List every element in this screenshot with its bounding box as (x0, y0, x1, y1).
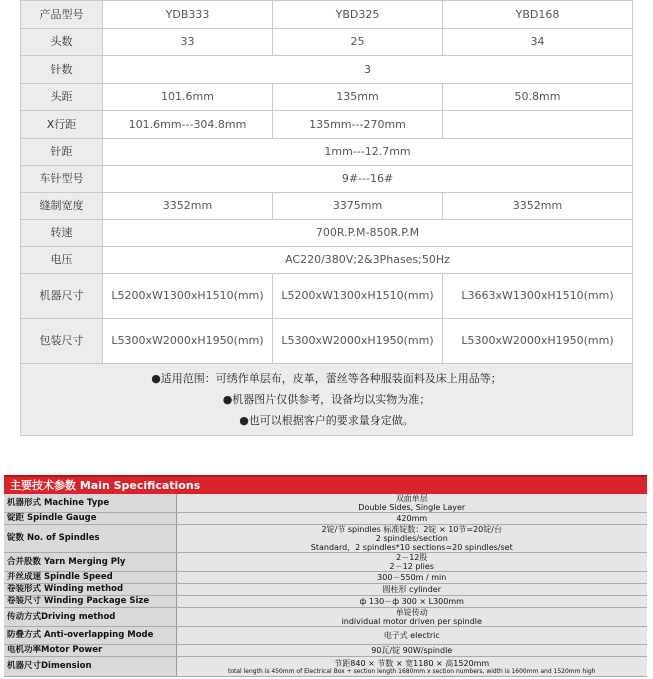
spec-value: 电子式 electric (176, 627, 647, 645)
spec-key: 并丝成速 Spindle Speed (4, 572, 176, 584)
spec-value: 单锭传动 individual motor driven per spindle (176, 608, 647, 627)
row-label: X行距 (21, 111, 103, 139)
spec-value: 2锭/节 spindles 标准锭数：2锭 × 10节=20锭/台 2 spindles/section Standard，2 spindles*10 sections=20 spindles/set (176, 525, 647, 553)
table-row (4, 627, 647, 645)
notes-row (21, 364, 633, 436)
cell: 34 (443, 29, 633, 56)
row-label: 车针型号 (21, 166, 103, 193)
spec-value: 节距840 × 节数 × 宽1180 × 高1520mm total length is 450mm of Electrical Box + section length 1680mm x section numbers, width is 1600mm and 1520mm high (176, 657, 647, 677)
spec-key: 机器尺寸Dimension (4, 657, 176, 677)
cell: 3352mm (443, 193, 633, 220)
table-row (21, 319, 633, 364)
note-line: ●也可以根据客户的要求量身定做。 (239, 414, 414, 427)
merged-cell: AC220/380V;2&3Phases;50Hz (103, 247, 633, 274)
cell: 135mm---270mm (273, 111, 443, 139)
row-label: 机器尺寸 (21, 274, 103, 319)
spec-value: 圆柱形 cylinder (176, 584, 647, 596)
row-label: 头数 (21, 29, 103, 56)
table-row (4, 525, 647, 553)
model-name: YDB333 (103, 1, 273, 29)
spec-value: ф 130－ф 300 × L300mm (176, 596, 647, 608)
cell: L5300xW2000xH1950(mm) (273, 319, 443, 364)
table-row (4, 513, 647, 525)
spec-value: 双面单层 Double Sides, Single Layer (176, 494, 647, 513)
merged-cell: 1mm---12.7mm (103, 139, 633, 166)
table-row (21, 111, 633, 139)
table-row (21, 56, 633, 84)
cell: L5300xW2000xH1950(mm) (443, 319, 633, 364)
merged-cell: 9#---16# (103, 166, 633, 193)
spec-key: 合并股数 Yarn Merging Ply (4, 553, 176, 572)
spec-key: 传动方式Driving method (4, 608, 176, 627)
row-label: 头距 (21, 84, 103, 111)
spec-key: 机器形式 Machine Type (4, 494, 176, 513)
spec-key: 电机功率Motor Power (4, 645, 176, 657)
spec-table-section (20, 0, 632, 437)
merged-cell: 700R.P.M-850R.P.M (103, 220, 633, 247)
row-label: 缝制宽度 (21, 193, 103, 220)
spec-table (20, 0, 633, 436)
cell: 50.8mm (443, 84, 633, 111)
table-row (4, 645, 647, 657)
row-label: 针距 (21, 139, 103, 166)
cell: L3663xW1300xH1510(mm) (443, 274, 633, 319)
table-row (21, 29, 633, 56)
merged-cell: 3 (103, 56, 633, 84)
spec-value: 90瓦/锭 90W/spindle (176, 645, 647, 657)
main-specs-title: 主要技术参数 Main Specifications (4, 475, 647, 494)
spec-key: 卷装尺寸 Winding Package Size (4, 596, 176, 608)
table-row (4, 596, 647, 608)
cell: 3375mm (273, 193, 443, 220)
table-row (4, 608, 647, 627)
cell: 101.6mm---304.8mm (103, 111, 273, 139)
spec-value: 2－12股 2－12 plies (176, 553, 647, 572)
main-specs-table (4, 494, 647, 677)
row-label: 包装尺寸 (21, 319, 103, 364)
spec-value: 300－550m / min (176, 572, 647, 584)
table-row (4, 553, 647, 572)
cell: 135mm (273, 84, 443, 111)
cell: L5300xW2000xH1950(mm) (103, 319, 273, 364)
table-row (21, 193, 633, 220)
note-line: ●机器图片仅供参考，设备均以实物为准； (222, 393, 431, 406)
note-line: ●适用范围：可绣作单层布，皮革，蕾丝等各种服装面料及床上用品等； (151, 372, 502, 385)
table-row (21, 274, 633, 319)
cell: 25 (273, 29, 443, 56)
row-label: 电压 (21, 247, 103, 274)
table-row (21, 139, 633, 166)
table-row (21, 1, 633, 29)
table-row (4, 657, 647, 677)
cell: L5200xW1300xH1510(mm) (103, 274, 273, 319)
spec-value: 420mm (176, 513, 647, 525)
table-row (21, 166, 633, 193)
cell: 33 (103, 29, 273, 56)
model-name: YBD168 (443, 1, 633, 29)
table-row (4, 584, 647, 596)
row-label: 转速 (21, 220, 103, 247)
table-row (21, 84, 633, 111)
main-specifications-image (4, 475, 647, 679)
row-label: 针数 (21, 56, 103, 84)
table-row (4, 494, 647, 513)
notes-cell (21, 364, 633, 436)
spec-key: 锭数 No. of Spindles (4, 525, 176, 553)
table-row (4, 572, 647, 584)
table-row (21, 220, 633, 247)
spec-key: 锭距 Spindle Gauge (4, 513, 176, 525)
row-label: 产品型号 (21, 1, 103, 29)
cell: 101.6mm (103, 84, 273, 111)
spec-key: 卷装形式 Winding method (4, 584, 176, 596)
cell (443, 111, 633, 139)
table-row (21, 247, 633, 274)
model-name: YBD325 (273, 1, 443, 29)
cell: 3352mm (103, 193, 273, 220)
cell: L5200xW1300xH1510(mm) (273, 274, 443, 319)
spec-key: 防叠方式 Anti-overlapping Mode (4, 627, 176, 645)
